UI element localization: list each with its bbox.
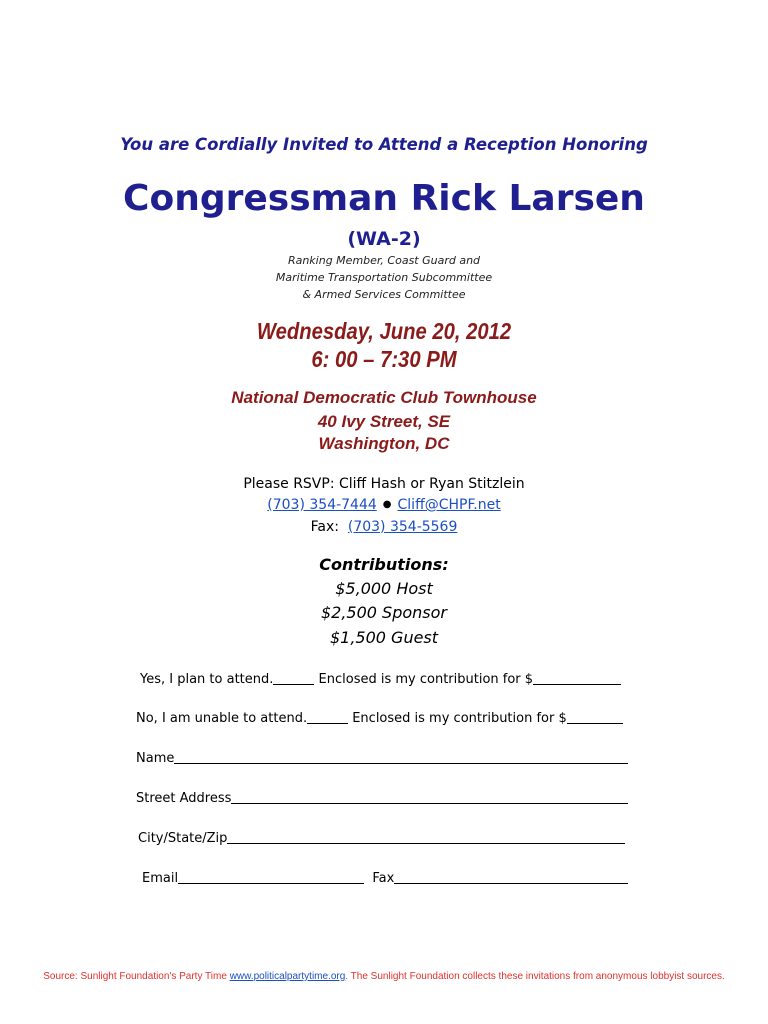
role-line-2: Maritime Transportation Subcommittee	[275, 271, 493, 284]
no-contribution-label: Enclosed is my contribution for $	[352, 711, 567, 726]
bullet-separator: ●	[382, 499, 392, 510]
rsvp-fax	[0, 519, 768, 535]
no-attend-blank[interactable]	[307, 710, 348, 724]
rsvp-fax-link[interactable]: (703) 354-5569	[347, 519, 458, 535]
email-blank[interactable]	[178, 870, 364, 884]
fax-blank[interactable]	[394, 870, 628, 884]
form-street-line	[136, 790, 628, 806]
event-time: 6: 00 – 7:30 PM	[311, 346, 457, 372]
honoree-name: Congressman Rick Larsen	[123, 178, 645, 219]
role-line-3: & Armed Services Committee	[302, 288, 466, 301]
city-label: City/State/Zip	[138, 831, 228, 846]
invitation-intro: You are Cordially Invited to Attend a Reception Honoring	[120, 135, 648, 154]
contributions-title: Contributions:	[319, 555, 449, 574]
source-suffix: . The Sunlight Foundation collects these invitations from anonymous lobbyist sources.	[345, 971, 725, 982]
form-name-line	[136, 750, 628, 766]
source-attribution	[0, 971, 768, 982]
yes-attend-blank[interactable]	[273, 671, 314, 685]
name-blank[interactable]	[174, 750, 628, 764]
email-label: Email	[142, 871, 179, 886]
role-line-1: Ranking Member, Coast Guard and	[287, 254, 481, 267]
source-link[interactable]: www.politicalpartytime.org	[229, 971, 346, 982]
form-yes-line	[140, 671, 621, 687]
yes-attend-label: Yes, I plan to attend.	[140, 672, 274, 687]
yes-contribution-label: Enclosed is my contribution for $	[318, 672, 534, 687]
district-label: (WA-2)	[347, 228, 421, 250]
rsvp-phone-link[interactable]: (703) 354-7444	[267, 497, 377, 513]
city-blank[interactable]	[227, 830, 625, 844]
event-date: Wednesday, June 20, 2012	[256, 318, 512, 344]
no-contribution-blank[interactable]	[567, 710, 623, 724]
tier-sponsor: $2,500 Sponsor	[320, 603, 447, 622]
form-email-line	[142, 870, 628, 886]
fax-label: Fax:	[310, 519, 339, 535]
street-label: Street Address	[136, 791, 232, 806]
rsvp-contacts	[0, 497, 768, 513]
venue-street: 40 Ivy Street, SE	[317, 412, 451, 431]
no-attend-label: No, I am unable to attend.	[136, 711, 308, 726]
venue-city: Washington, DC	[318, 434, 450, 453]
fax-field-label: Fax	[372, 871, 395, 886]
form-no-line	[136, 710, 623, 726]
rsvp-email-link[interactable]: Cliff@CHPF.net	[397, 497, 501, 513]
venue-name: National Democratic Club Townhouse	[231, 388, 537, 407]
yes-contribution-blank[interactable]	[533, 671, 621, 685]
form-city-line	[138, 830, 625, 846]
tier-guest: $1,500 Guest	[329, 628, 439, 647]
rsvp-label: Please RSVP: Cliff Hash or Ryan Stitzlein	[243, 476, 525, 492]
street-blank[interactable]	[231, 790, 628, 804]
tier-host: $5,000 Host	[335, 579, 433, 598]
name-label: Name	[136, 751, 175, 766]
source-prefix: Source: Sunlight Foundation's Party Time	[43, 971, 230, 982]
